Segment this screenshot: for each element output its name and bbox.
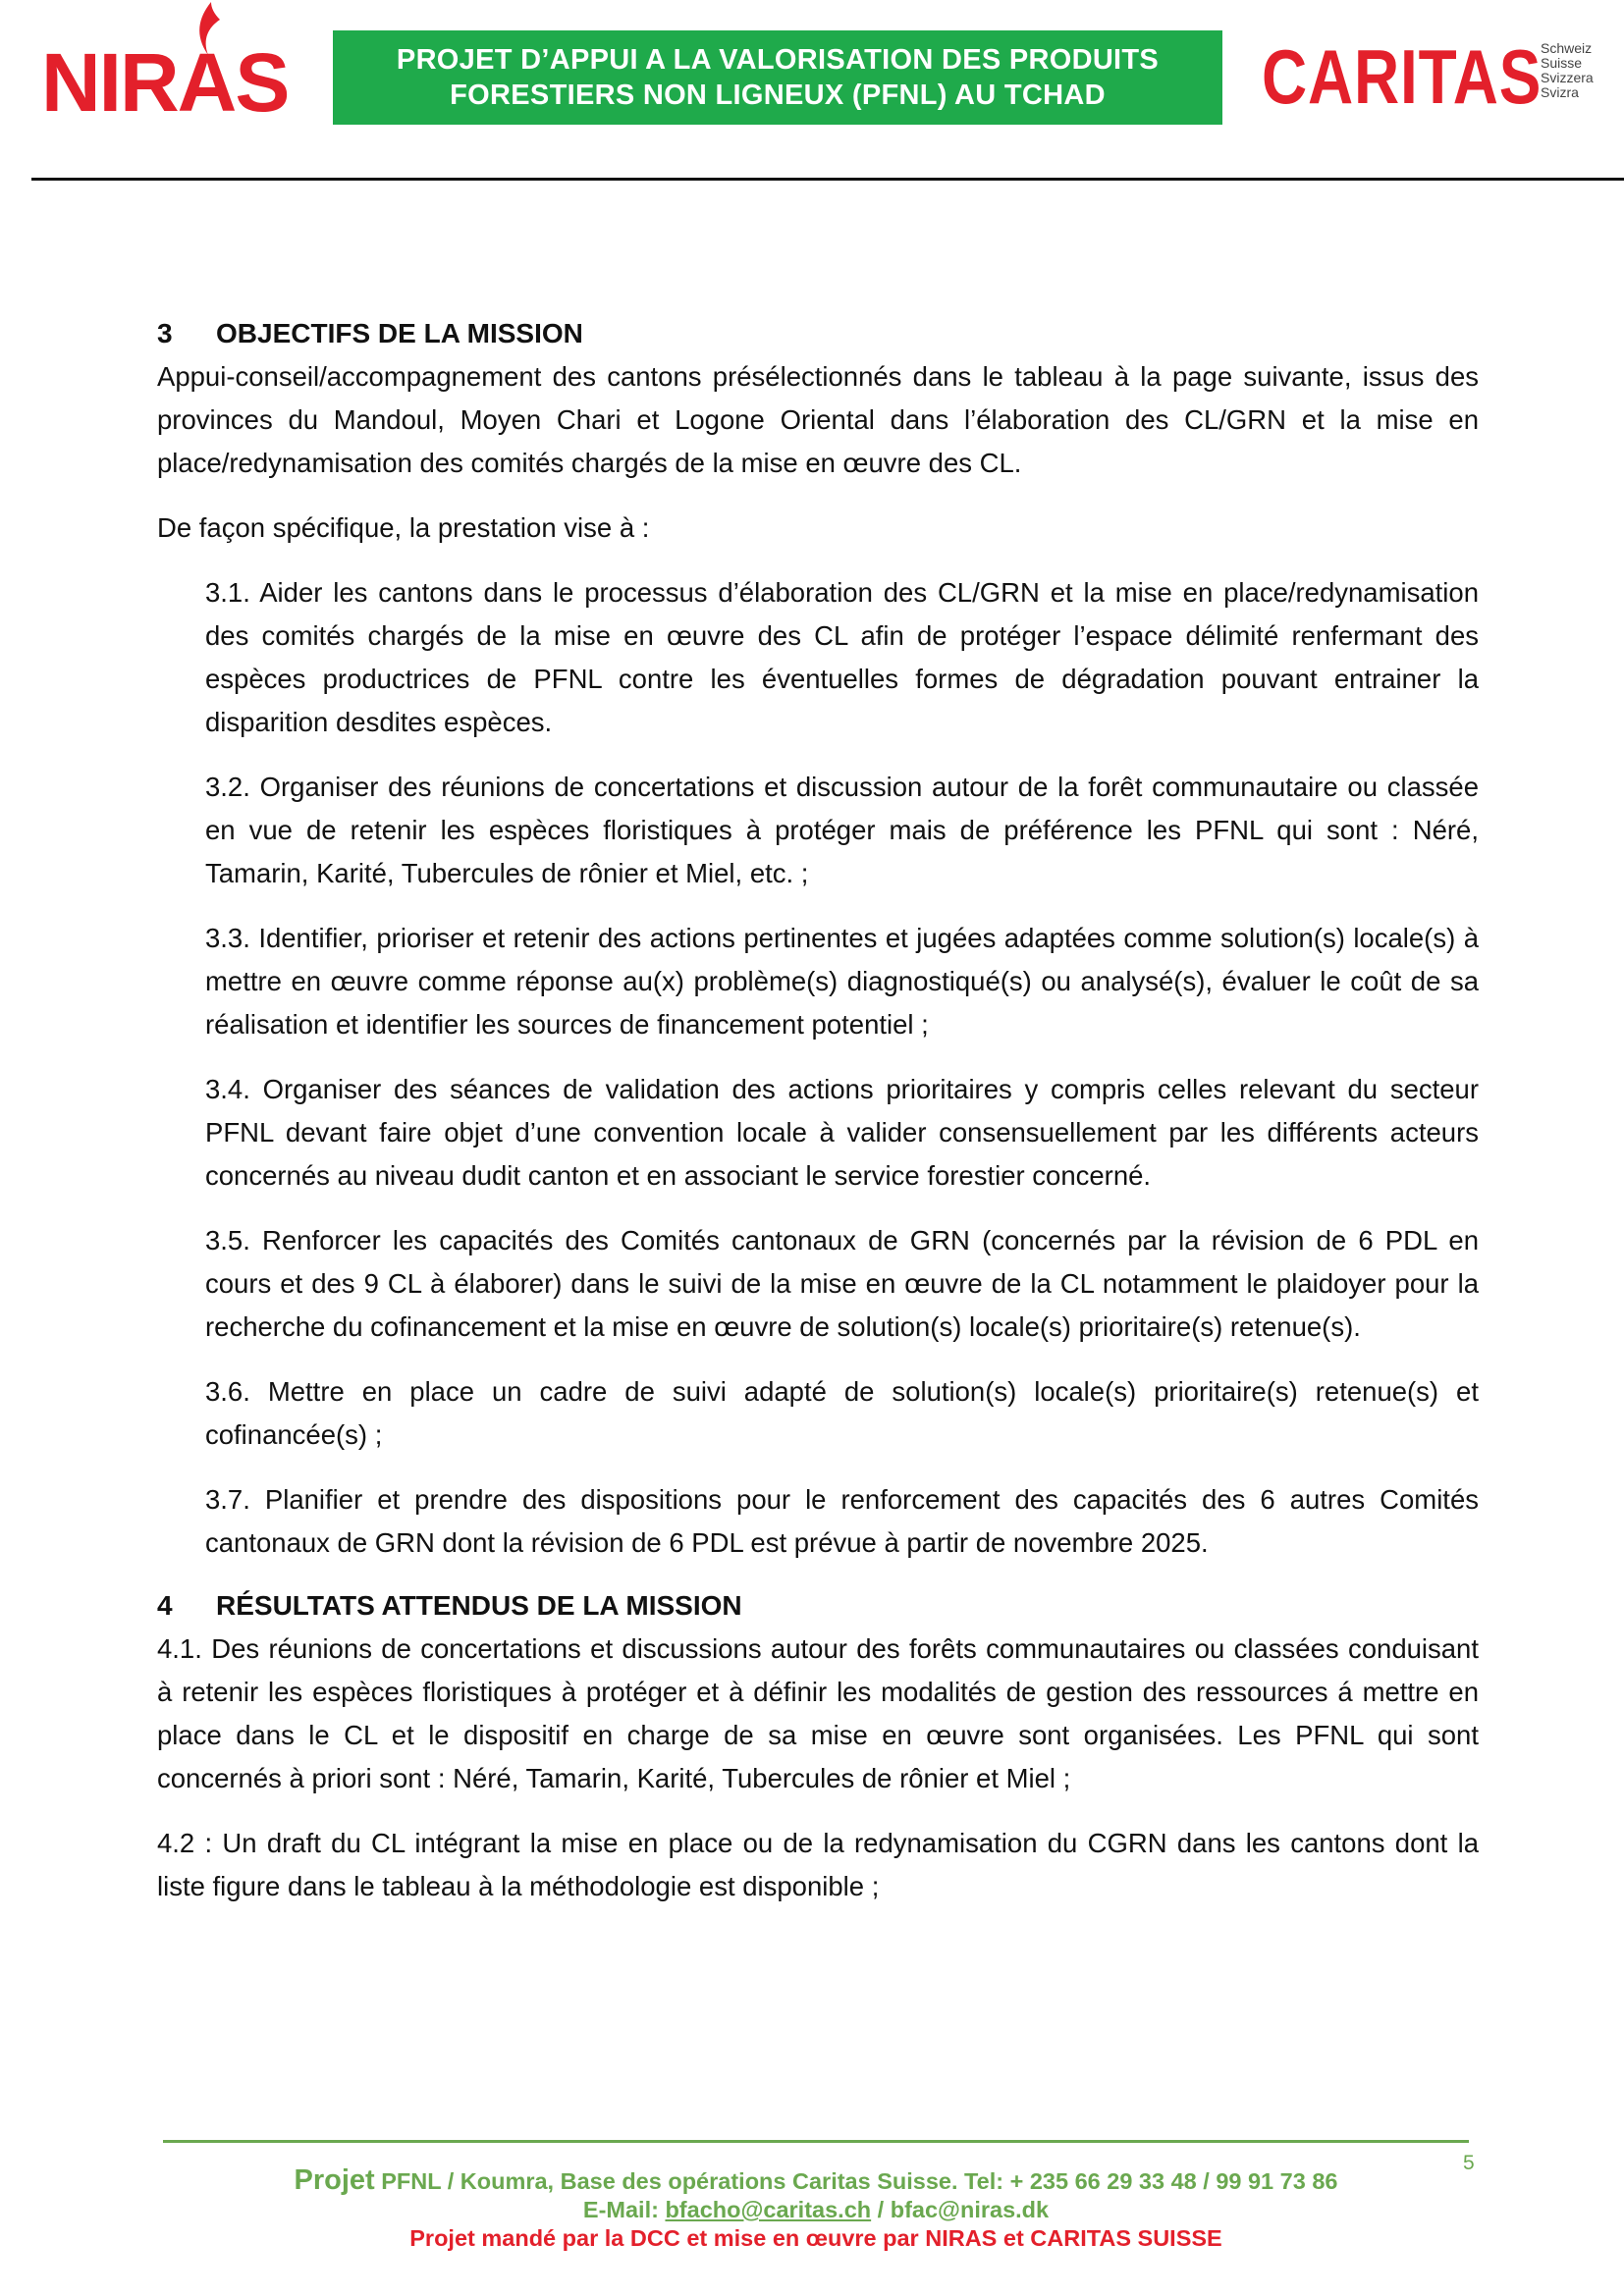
email-link-caritas[interactable]: bfacho@caritas.ch — [665, 2197, 872, 2222]
objective-item: 3.6. Mettre en place un cadre de suivi adapté de solution(s) locale(s) prioritaire(s) retenue(s) et cofinancée(s) ; — [205, 1376, 1479, 1450]
footer-mandate-line: Projet mandé par la DCC et mise en œuvre par NIRAS et CARITAS SUISSE — [409, 2225, 1222, 2251]
footer-project-word: Projet — [294, 2164, 375, 2196]
svg-text:NIRAS: NIRAS — [41, 36, 289, 123]
project-title-banner — [333, 30, 1222, 125]
caritas-countries — [1541, 41, 1594, 100]
caritas-country: Schweiz — [1541, 40, 1593, 56]
result-paragraph: 4.1. Des réunions de concertations et discussions autour des forêts communautaires ou classées conduisant à retenir les espèces floristiques à protéger et à définir les modalités de gestion des ressources á mettre en place dans le CL et le dispositif en charge de sa mise en œuvre sont organisées. Les PFNL qui sont concernés à priori sont : Néré, Tamarin, Karité, Tubercules de rônier et Miel ; — [157, 1633, 1479, 1793]
section-number: 4 — [157, 1590, 173, 1621]
section-title: OBJECTIFS DE LA MISSION — [216, 318, 583, 348]
footer-contact-text: PFNL / Koumra, Base des opérations Caritas Suisse. Tel: + 235 66 29 33 48 / 99 91 73 86 — [374, 2168, 1338, 2194]
page-number: 5 — [1463, 2152, 1475, 2174]
footer-email-line — [163, 2196, 1469, 2223]
caritas-country: Svizra — [1541, 84, 1579, 100]
footer — [163, 2165, 1469, 2253]
niras-logo — [39, 0, 297, 123]
header-divider — [31, 178, 1624, 181]
email-niras: bfac@niras.dk — [890, 2197, 1050, 2222]
caritas-logo — [1262, 33, 1596, 120]
section-3-intro: Appui-conseil/accompagnement des cantons présélectionnés dans le tableau à la page suivante, issus des provinces du Mandoul, Moyen Chari et Logone Oriental dans l’élaboration des CL/GRN et la mise en place/redynamisation des comités chargés de la mise en œuvre des CL. — [157, 361, 1479, 478]
section-3-heading — [157, 312, 1479, 355]
footer-email-separator: / — [871, 2197, 891, 2222]
footer-divider — [163, 2140, 1469, 2143]
caritas-wordmark: CARITAS — [1262, 33, 1543, 120]
result-paragraph: 4.2 : Un draft du CL intégrant la mise en place ou de la redynamisation du CGRN dans les cantons dont la liste figure dans le tableau à la méthodologie est disponible ; — [157, 1828, 1479, 1901]
document-body — [157, 312, 1479, 1908]
objective-item: 3.1. Aider les cantons dans le processus d’élaboration des CL/GRN et la mise en place/redynamisation des comités chargés de la mise en œuvre des CL afin de protéger l’espace délimité renfermant des espèces productrices de PFNL contre les éventuelles formes de dégradation pouvant entrainer la disparition desdites espèces. — [205, 577, 1479, 737]
caritas-country: Svizzera — [1541, 70, 1594, 85]
objective-item: 3.5. Renforcer les capacités des Comités cantonaux de GRN (concernés par la révision de 6 PDL en cours et des 9 CL à élaborer) dans le suivi de la mise en œuvre de la CL notamment le plaidoyer pour la recherche du cofinancement et la mise en œuvre de solution(s) locale(s) prioritaire(s) retenue(s). — [205, 1225, 1479, 1342]
banner-line-2: FORESTIERS NON LIGNEUX (PFNL) AU TCHAD — [450, 80, 1106, 111]
section-title: RÉSULTATS ATTENDUS DE LA MISSION — [216, 1590, 742, 1621]
objective-item: 3.7. Planifier et prendre des dispositions pour le renforcement des capacités des 6 autres Comités cantonaux de GRN dont la révision de 6 PDL est prévue à partir de novembre 2025. — [205, 1484, 1479, 1558]
section-4-heading — [157, 1584, 1479, 1628]
section-number: 3 — [157, 318, 173, 348]
objective-item: 3.4. Organiser des séances de validation des actions prioritaires y compris celles relevant du secteur PFNL devant faire objet d’une convention locale à valider consensuellement par les différents acteurs concernés au niveau dudit canton et en associant le service forestier concerné. — [205, 1074, 1479, 1191]
footer-contact-line — [163, 2165, 1469, 2196]
objective-item: 3.3. Identifier, prioriser et retenir des actions pertinentes et jugées adaptées comme solution(s) locale(s) à mettre en œuvre comme réponse au(x) problème(s) diagnostiqué(s) ou analysé(s), évaluer le coût de sa réalisation et identifier les sources de financement potentiel ; — [205, 923, 1479, 1040]
footer-email-label: E-Mail: — [582, 2197, 666, 2222]
objective-item: 3.2. Organiser des réunions de concertations et discussion autour de la forêt communautaire ou classée en vue de retenir les espèces floristiques à protéger mais de préférence les PFNL qui sont : Néré, Tamarin, Karité, Tubercules de rônier et Miel, etc. ; — [205, 772, 1479, 888]
banner-line-1: PROJET D’APPUI A LA VALORISATION DES PRODUITS — [396, 44, 1160, 76]
section-3-lead: De façon spécifique, la prestation vise à : — [157, 512, 650, 543]
caritas-country: Suisse — [1541, 55, 1583, 71]
